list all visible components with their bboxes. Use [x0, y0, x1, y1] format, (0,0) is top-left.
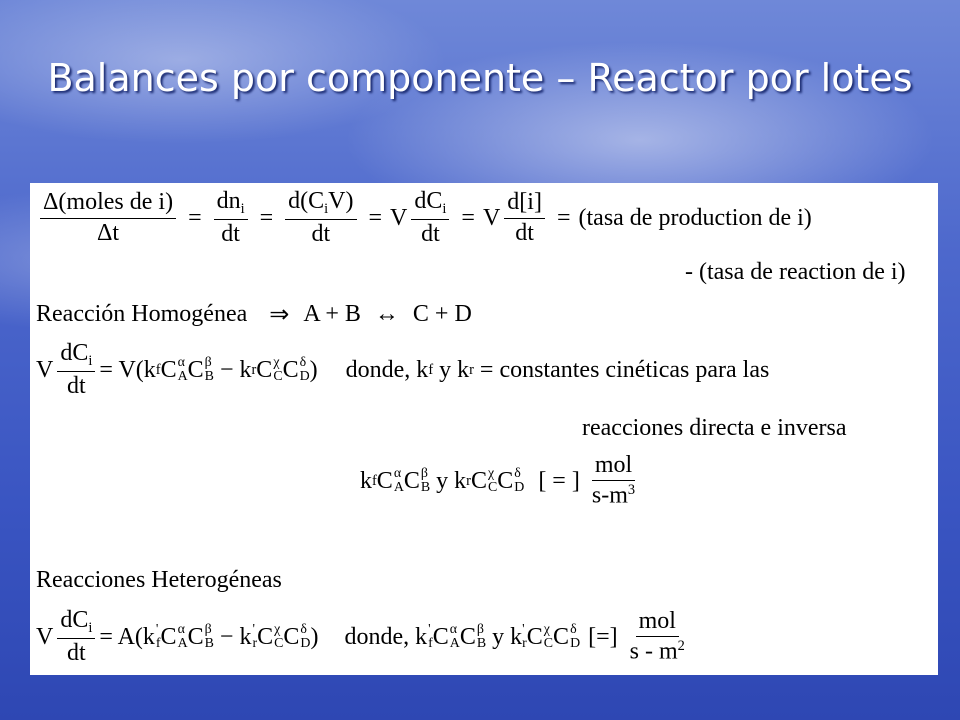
denominator [592, 481, 635, 509]
D: D [570, 636, 581, 652]
beta-B-index [421, 467, 430, 495]
constants-text: = constantes cinéticas para las [479, 356, 770, 383]
volume-symbol: V [482, 204, 501, 231]
num-text: dC [60, 340, 89, 366]
conc-symbol: C [432, 623, 449, 650]
units-equals: [=] [588, 623, 618, 650]
heterogeneous-label: Reacciones Heterogéneas [36, 567, 282, 593]
D: D [300, 636, 311, 652]
dC-dt-fraction [57, 341, 95, 399]
numerator: Δ(moles de i) [40, 190, 176, 218]
exponent: 3 [627, 482, 636, 499]
kr-subscript: r [469, 361, 474, 378]
chi: χ [487, 466, 495, 482]
den-text: s - m [629, 638, 678, 665]
conc-symbol: C [470, 467, 487, 494]
volume-symbol: V [36, 356, 54, 383]
equation-panel [30, 183, 938, 675]
denominator: dt [67, 640, 86, 667]
y-k-text: y k [436, 467, 467, 494]
donde-text: donde, k [344, 623, 428, 650]
numerator: d[i] [504, 190, 545, 218]
products: C + D [412, 301, 472, 327]
beta-B-index [205, 356, 214, 384]
conc-symbol: C [256, 356, 273, 383]
moles-change-fraction [40, 190, 176, 245]
slide-title: Balances por componente – Reactor por lotes [47, 56, 913, 100]
chi: χ [543, 622, 550, 638]
dC-dt-fraction [57, 608, 95, 666]
chi: χ [273, 355, 280, 371]
denominator: dt [311, 221, 331, 248]
alpha: α [449, 622, 458, 638]
subscript: i [88, 353, 93, 370]
rate-prefix: = V(k [99, 356, 156, 383]
chi-C-index [274, 623, 283, 651]
A: A [177, 369, 188, 385]
conc-symbol: C [187, 356, 204, 383]
dCV-dt-fraction [285, 189, 356, 247]
B: B [204, 369, 214, 385]
alpha-A-index [178, 623, 188, 651]
alpha: α [393, 466, 402, 482]
alpha: α [177, 622, 185, 638]
exponent: 2 [677, 638, 685, 655]
minus-k: − k [219, 356, 252, 383]
y-k-text: y k [492, 623, 523, 650]
equals-sign: = [259, 204, 274, 231]
alpha-A-index [450, 623, 460, 651]
conc-symbol: C [459, 623, 476, 650]
prime: ' [252, 622, 255, 638]
r: r [522, 636, 527, 652]
A: A [393, 480, 404, 495]
volume-symbol: V [36, 623, 54, 650]
homogeneous-label: Reacción Homogénea [36, 301, 248, 327]
C: C [273, 369, 283, 385]
dC-dt-fraction [411, 189, 449, 247]
constants-text-line2: reacciones directa e inversa [582, 415, 847, 441]
A: A [449, 636, 460, 652]
f: f [428, 636, 433, 652]
donde-text: donde, k [345, 356, 429, 383]
units-fraction [592, 453, 635, 509]
delta-D-index [300, 356, 310, 384]
D: D [514, 480, 525, 495]
chi-C-index [544, 623, 553, 651]
homogeneous-reaction-line [36, 300, 478, 329]
conc-symbol: C [403, 467, 420, 494]
kf-subscript: f [372, 472, 377, 489]
alpha: α [177, 355, 185, 371]
beta-B-index [205, 623, 214, 651]
numerator [57, 341, 95, 372]
subscript: i [324, 201, 329, 218]
delta-D-index [514, 467, 524, 495]
alpha-A-index [178, 356, 188, 384]
beta: β [204, 622, 212, 638]
delta-D-index [570, 623, 580, 651]
equals-sign: = [188, 204, 202, 231]
num-text: dC [60, 607, 89, 633]
conc-symbol: C [187, 623, 204, 650]
denominator: dt [67, 373, 86, 400]
delta: δ [300, 622, 307, 638]
den-text: s-m [591, 482, 628, 509]
equals-sign: = [556, 204, 571, 231]
conc-symbol: C [497, 467, 514, 494]
conc-symbol: C [283, 623, 300, 650]
num-text: d(C [288, 188, 325, 214]
numerator [285, 189, 356, 220]
subscript: i [88, 620, 93, 637]
conc-symbol: C [160, 623, 177, 650]
C: C [274, 636, 284, 652]
equals-sign: = [461, 204, 475, 231]
beta: β [204, 355, 212, 371]
subscript: i [442, 201, 447, 218]
numerator: mol [592, 453, 635, 481]
prime: ' [428, 622, 431, 638]
kf-subscript: f [428, 361, 434, 378]
denominator: Δt [96, 219, 120, 246]
A: A [177, 636, 188, 652]
kf-subscript: f [155, 361, 161, 378]
batch-balance-equation [36, 189, 812, 247]
y-k-text: y k [439, 356, 470, 383]
delta: δ [299, 355, 307, 371]
denominator: dt [221, 221, 240, 248]
rate-units-equation [360, 453, 639, 509]
delta: δ [570, 622, 577, 638]
D: D [299, 369, 310, 385]
B: B [476, 636, 487, 652]
units-fraction [630, 609, 685, 665]
B: B [204, 636, 214, 652]
C: C [543, 636, 554, 652]
denominator: dt [515, 219, 534, 246]
subscript: i [240, 201, 245, 218]
reactants: A + B [303, 301, 361, 327]
conc-symbol: C [282, 356, 299, 383]
kr-subscript: r [251, 361, 257, 378]
chi: χ [274, 622, 281, 638]
chi-C-index [273, 356, 282, 384]
reversible-arrow-icon: ↔ [374, 301, 399, 327]
num-tail: V) [328, 188, 354, 214]
numerator: mol [636, 609, 679, 637]
num-text: dn [216, 188, 241, 214]
reaction-rate-term: - (tasa de reaction de i) [685, 259, 906, 285]
delta-D-index [300, 623, 310, 651]
beta-B-index [477, 623, 486, 651]
production-rate-term: (tasa de production de i) [578, 204, 812, 231]
f: f [155, 636, 161, 652]
denominator [630, 637, 685, 665]
chi-C-index [488, 467, 497, 495]
close-paren: ) [309, 356, 318, 383]
conc-symbol: C [160, 356, 177, 383]
minus-k: − k [219, 623, 252, 650]
heterogeneous-rate-equation [36, 608, 689, 666]
k-symbol: k [360, 467, 372, 494]
d-conc-dt-fraction [504, 190, 545, 245]
prime: ' [522, 622, 525, 638]
units-equals: [ = ] [538, 467, 580, 494]
prime: ' [155, 622, 159, 638]
conc-symbol: C [526, 623, 543, 650]
equals-sign: = [368, 204, 383, 231]
rate-prefix: = A(k [99, 623, 155, 650]
numerator [57, 608, 95, 639]
conc-symbol: C [257, 623, 274, 650]
beta: β [476, 622, 484, 638]
denominator: dt [421, 221, 440, 248]
close-paren: ) [310, 623, 319, 650]
r: r [252, 636, 258, 652]
num-text: dC [414, 188, 443, 214]
homogeneous-rate-equation [36, 341, 775, 399]
delta: δ [514, 466, 521, 482]
dn-dt-fraction [214, 189, 248, 247]
numerator [214, 189, 248, 220]
numerator [411, 189, 449, 220]
kr-subscript: r [466, 472, 471, 489]
implies-arrow-icon: ⇒ [269, 302, 290, 328]
alpha-A-index [394, 467, 404, 495]
conc-symbol: C [376, 467, 393, 494]
volume-symbol: V [390, 204, 408, 231]
beta: β [420, 466, 428, 482]
C: C [487, 480, 498, 495]
B: B [420, 480, 431, 495]
conc-symbol: C [553, 623, 570, 650]
